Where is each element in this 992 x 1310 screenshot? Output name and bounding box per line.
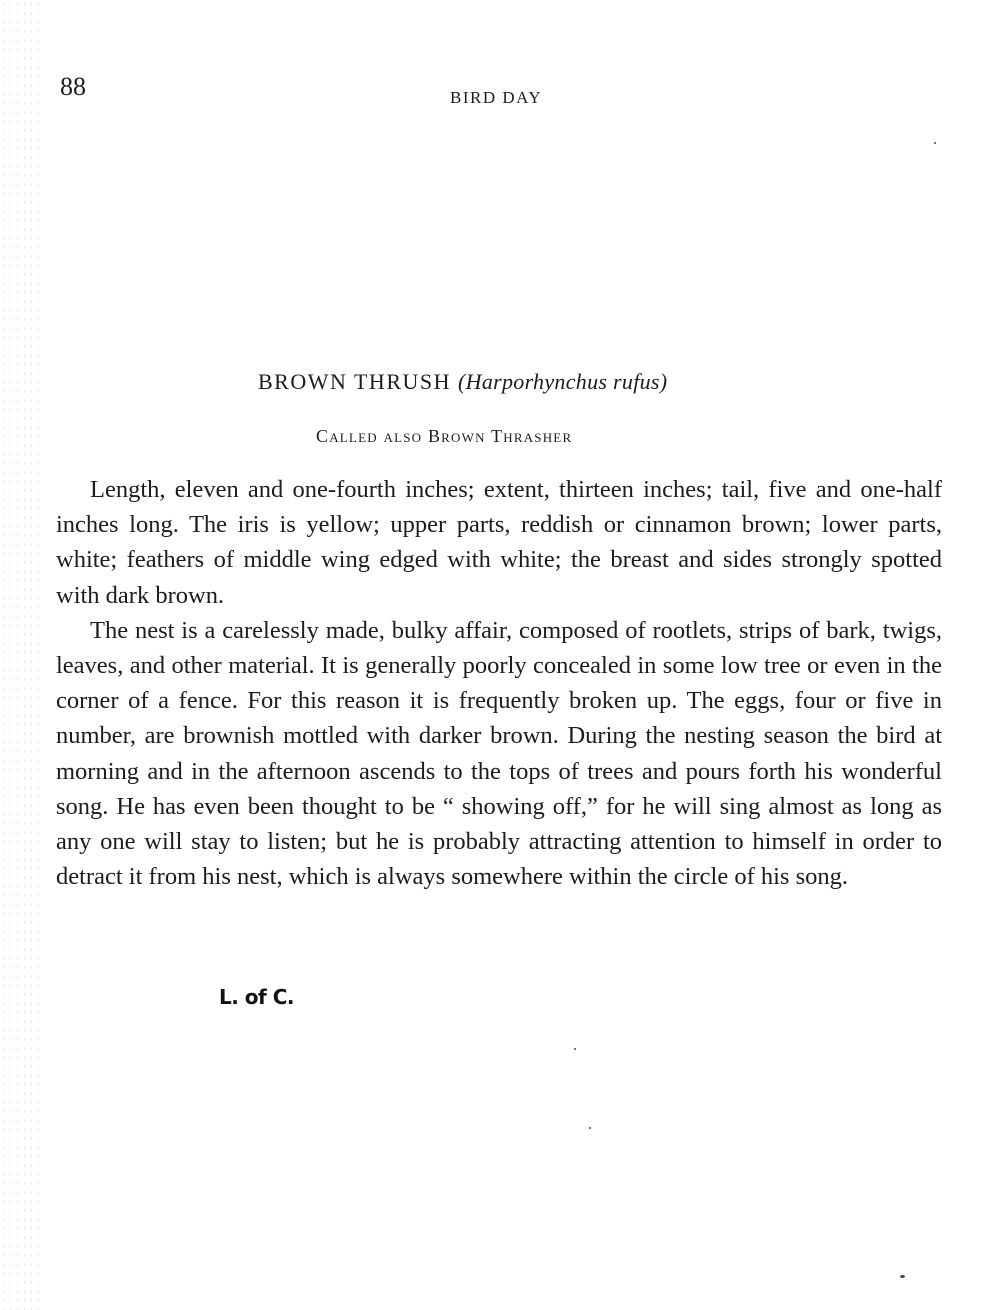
article-title [258, 368, 667, 396]
scan-edge-noise [0, 0, 40, 1310]
scan-speck [574, 1048, 576, 1050]
scan-speck [934, 142, 936, 144]
title-common-name: BROWN THRUSH [258, 369, 452, 394]
running-head: BIRD DAY [450, 88, 543, 107]
page-number: 88 [60, 72, 86, 101]
scan-speck [900, 1275, 905, 1278]
article-body [56, 472, 942, 894]
paragraph-description: Length, eleven and one-fourth inches; extent, thirteen inches; tail, five and one-half inches long. The iris is yellow; upper parts, reddish or cinnamon brown; lower parts, white; feathers of middle wing edged with white; the breast and sides strongly spotted with dark brown. [56, 476, 942, 609]
article-subtitle: Called also Brown Thrasher [316, 426, 573, 446]
title-scientific-name: (Harporhynchus rufus) [458, 369, 668, 394]
paragraph-nest: The nest is a carelessly made, bulky affair, composed of rootlets, strips of bark, twigs, leaves, and other material. It is generally poorly concealed in some low tree or even in the corner of a fence. For this reason it is frequently broken up. The eggs, four or five in number, are brownish mottled with darker brown. During the nesting season the bird at morning and in the afternoon ascends to the tops of trees and pours forth his wonderful song. He has even been thought to be “ showing off,” for he will sing almost as long as any one will stay to listen; but he is probably attracting attention to himself in order to detract it from his nest, which is always somewhere within the circle of his song. [56, 616, 942, 891]
library-stamp: L. of C. [219, 985, 294, 1009]
scan-speck [589, 1127, 591, 1129]
